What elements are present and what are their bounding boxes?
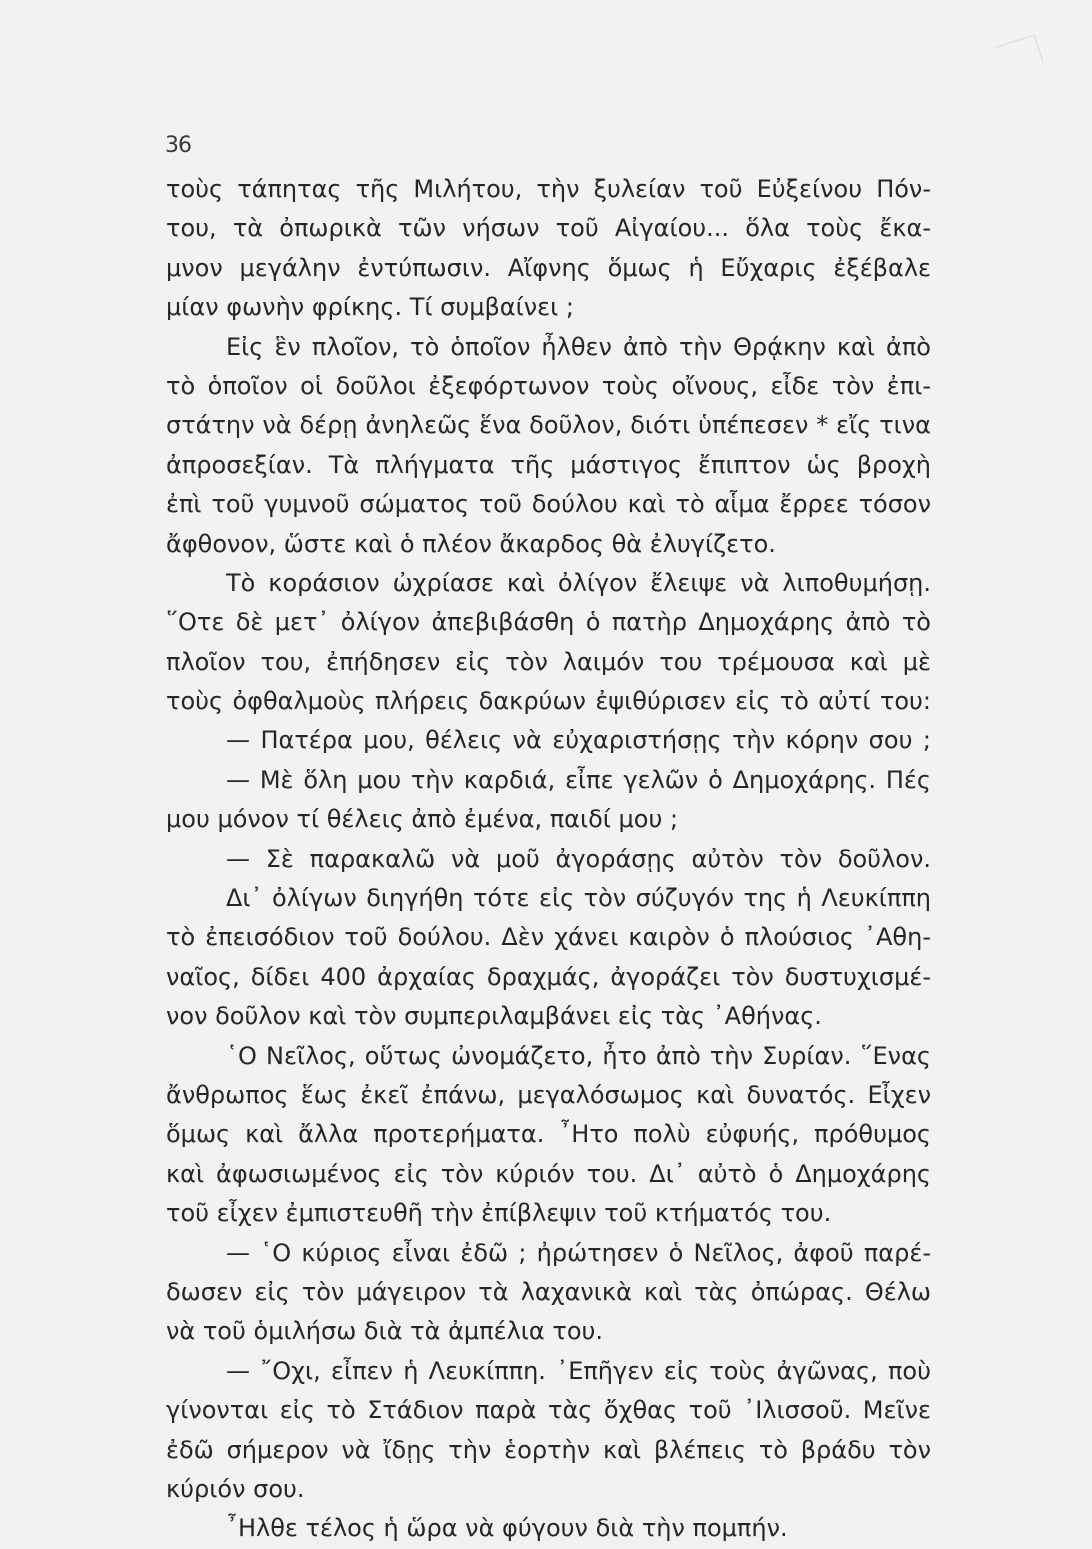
- text-line: Δι᾿ ὀλίγων διηγήθη τότε εἰς τὸν σύζυγόν της ἡ Λευκίππη: [226, 884, 931, 913]
- text-line: ναῖος, δίδει 400 ἀρχαίας δραχμάς, ἀγοράζει τὸν δυστυχισμέ-: [166, 962, 931, 991]
- text-line: ἄνθρωπος ἕως ἐκεῖ ἐπάνω, μεγαλόσωμος καὶ δυνατός. Εἶχεν: [166, 1080, 931, 1109]
- text-line: τοῦ εἶχεν ἐμπιστευθῆ τὴν ἐπίβλεψιν τοῦ κτήματός του.: [166, 1199, 832, 1228]
- body-text: [166, 170, 931, 1549]
- text-line: ἀπροσεξίαν. Τὰ πλήγματα τῆς μάστιγος ἔπιπτον ὡς βροχὴ: [166, 450, 931, 479]
- text-line: δωσεν εἰς τὸν μάγειρον τὰ λαχανικὰ καὶ τὰς ὀπώρας. Θέλω: [166, 1277, 931, 1306]
- text-line: — Σὲ παρακαλῶ νὰ μοῦ ἀγοράσῃς αὐτὸν τὸν δοῦλον.: [226, 844, 931, 873]
- text-line: ῏Ηλθε τέλος ἡ ὥρα νὰ φύγουν διὰ τὴν πομπήν.: [226, 1514, 788, 1543]
- text-line: μνον μεγάλην ἐντύπωσιν. Αἴφνης ὅμως ἡ Εὔχαρις ἐξέβαλε: [166, 253, 931, 282]
- text-line: νὰ τοῦ ὁμιλήσω διὰ τὰ ἀμπέλια του.: [166, 1317, 604, 1346]
- text-line: ῾Ο Νεῖλος, οὕτως ὠνομάζετο, ἦτο ἀπὸ τὴν Συρίαν. ῞Ενας: [226, 1041, 931, 1070]
- text-line: κύριόν σου.: [166, 1474, 305, 1503]
- text-line: ῞Οτε δὲ μετ᾿ ὀλίγον ἀπεβιβάσθη ὁ πατὴρ Δημοχάρης ἀπὸ τὸ: [166, 608, 931, 637]
- text-line: του, τὰ ὀπωρικὰ τῶν νήσων τοῦ Αἰγαίου... ὅλα τοὺς ἔκα-: [166, 214, 931, 243]
- text-line: ὅμως καὶ ἄλλα προτερήματα. ῏Ητο πολὺ εὐφυής, πρόθυμος: [166, 1120, 931, 1149]
- text-line: — Πατέρα μου, θέλεις νὰ εὐχαριστήσῃς τὴν κόρην σου ;: [226, 726, 931, 755]
- text-line: γίνονται εἰς τὸ Στάδιον παρὰ τὰς ὄχθας τοῦ ᾿Ιλισσοῦ. Μεῖνε: [166, 1396, 931, 1425]
- page-corner-mark: [996, 34, 1044, 74]
- text-line: ἄφθονον, ὥστε καὶ ὁ πλέον ἄκαρδος θὰ ἐλυγίζετο.: [166, 529, 776, 558]
- text-line: νον δοῦλον καὶ τὸν συμπεριλαμβάνει εἰς τὰς ᾿Αθήνας.: [166, 1002, 822, 1031]
- text-line: — Μὲ ὅλη μου τὴν καρδιά, εἶπε γελῶν ὁ Δημοχάρης. Πές: [226, 765, 931, 794]
- text-line: — ῾Ο κύριος εἶναι ἐδῶ ; ἠρώτησεν ὁ Νεῖλος, ἀφοῦ παρέ-: [226, 1238, 931, 1267]
- text-line: τὸ ὁποῖον οἱ δοῦλοι ἐξεφόρτωνον τοὺς οἴνους, εἶδε τὸν ἐπι-: [166, 371, 931, 400]
- text-line: μίαν φωνὴν φρίκης. Τί συμβαίνει ;: [166, 293, 574, 322]
- page-number: 36: [165, 133, 191, 158]
- text-line: στάτην νὰ δέρῃ ἀνηλεῶς ἕνα δοῦλον, διότι ὑπέπεσεν * εἴς τινα: [166, 411, 931, 440]
- text-line: Εἰς ἓν πλοῖον, τὸ ὁποῖον ἦλθεν ἀπὸ τὴν Θρᾴκην καὶ ἀπὸ: [226, 332, 931, 361]
- text-line: ἐπὶ τοῦ γυμνοῦ σώματος τοῦ δούλου καὶ τὸ αἷμα ἔρρεε τόσον: [166, 490, 931, 519]
- text-line: Τὸ κοράσιον ὠχρίασε καὶ ὀλίγον ἔλειψε νὰ λιποθυμήσῃ.: [226, 568, 931, 597]
- text-line: μου μόνον τί θέλεις ἀπὸ ἐμένα, παιδί μου ;: [166, 805, 679, 834]
- text-line: τοὺς τάπητας τῆς Μιλήτου, τὴν ξυλείαν τοῦ Εὐξείνου Πόν-: [166, 175, 931, 203]
- text-line: καὶ ἀφωσιωμένος εἰς τὸν κύριόν του. Δι᾿ αὐτὸ ὁ Δημοχάρης: [166, 1159, 931, 1188]
- text-line: τοὺς ὀφθαλμοὺς πλήρεις δακρύων ἐψιθύρισεν εἰς τὸ αὐτί του:: [166, 687, 931, 716]
- text-line: — ῎Οχι, εἶπεν ἡ Λευκίππη. ᾿Επῆγεν εἰς τοὺς ἀγῶνας, ποὺ: [226, 1356, 931, 1385]
- text-line: ἐδῶ σήμερον νὰ ἴδῃς τὴν ἑορτὴν καὶ βλέπεις τὸ βράδυ τὸν: [166, 1435, 931, 1464]
- text-line: πλοῖον του, ἐπήδησεν εἰς τὸν λαιμόν του τρέμουσα καὶ μὲ: [166, 647, 931, 676]
- text-line: τὸ ἐπεισόδιον τοῦ δούλου. Δὲν χάνει καιρὸν ὁ πλούσιος ᾿Αθη-: [166, 923, 931, 952]
